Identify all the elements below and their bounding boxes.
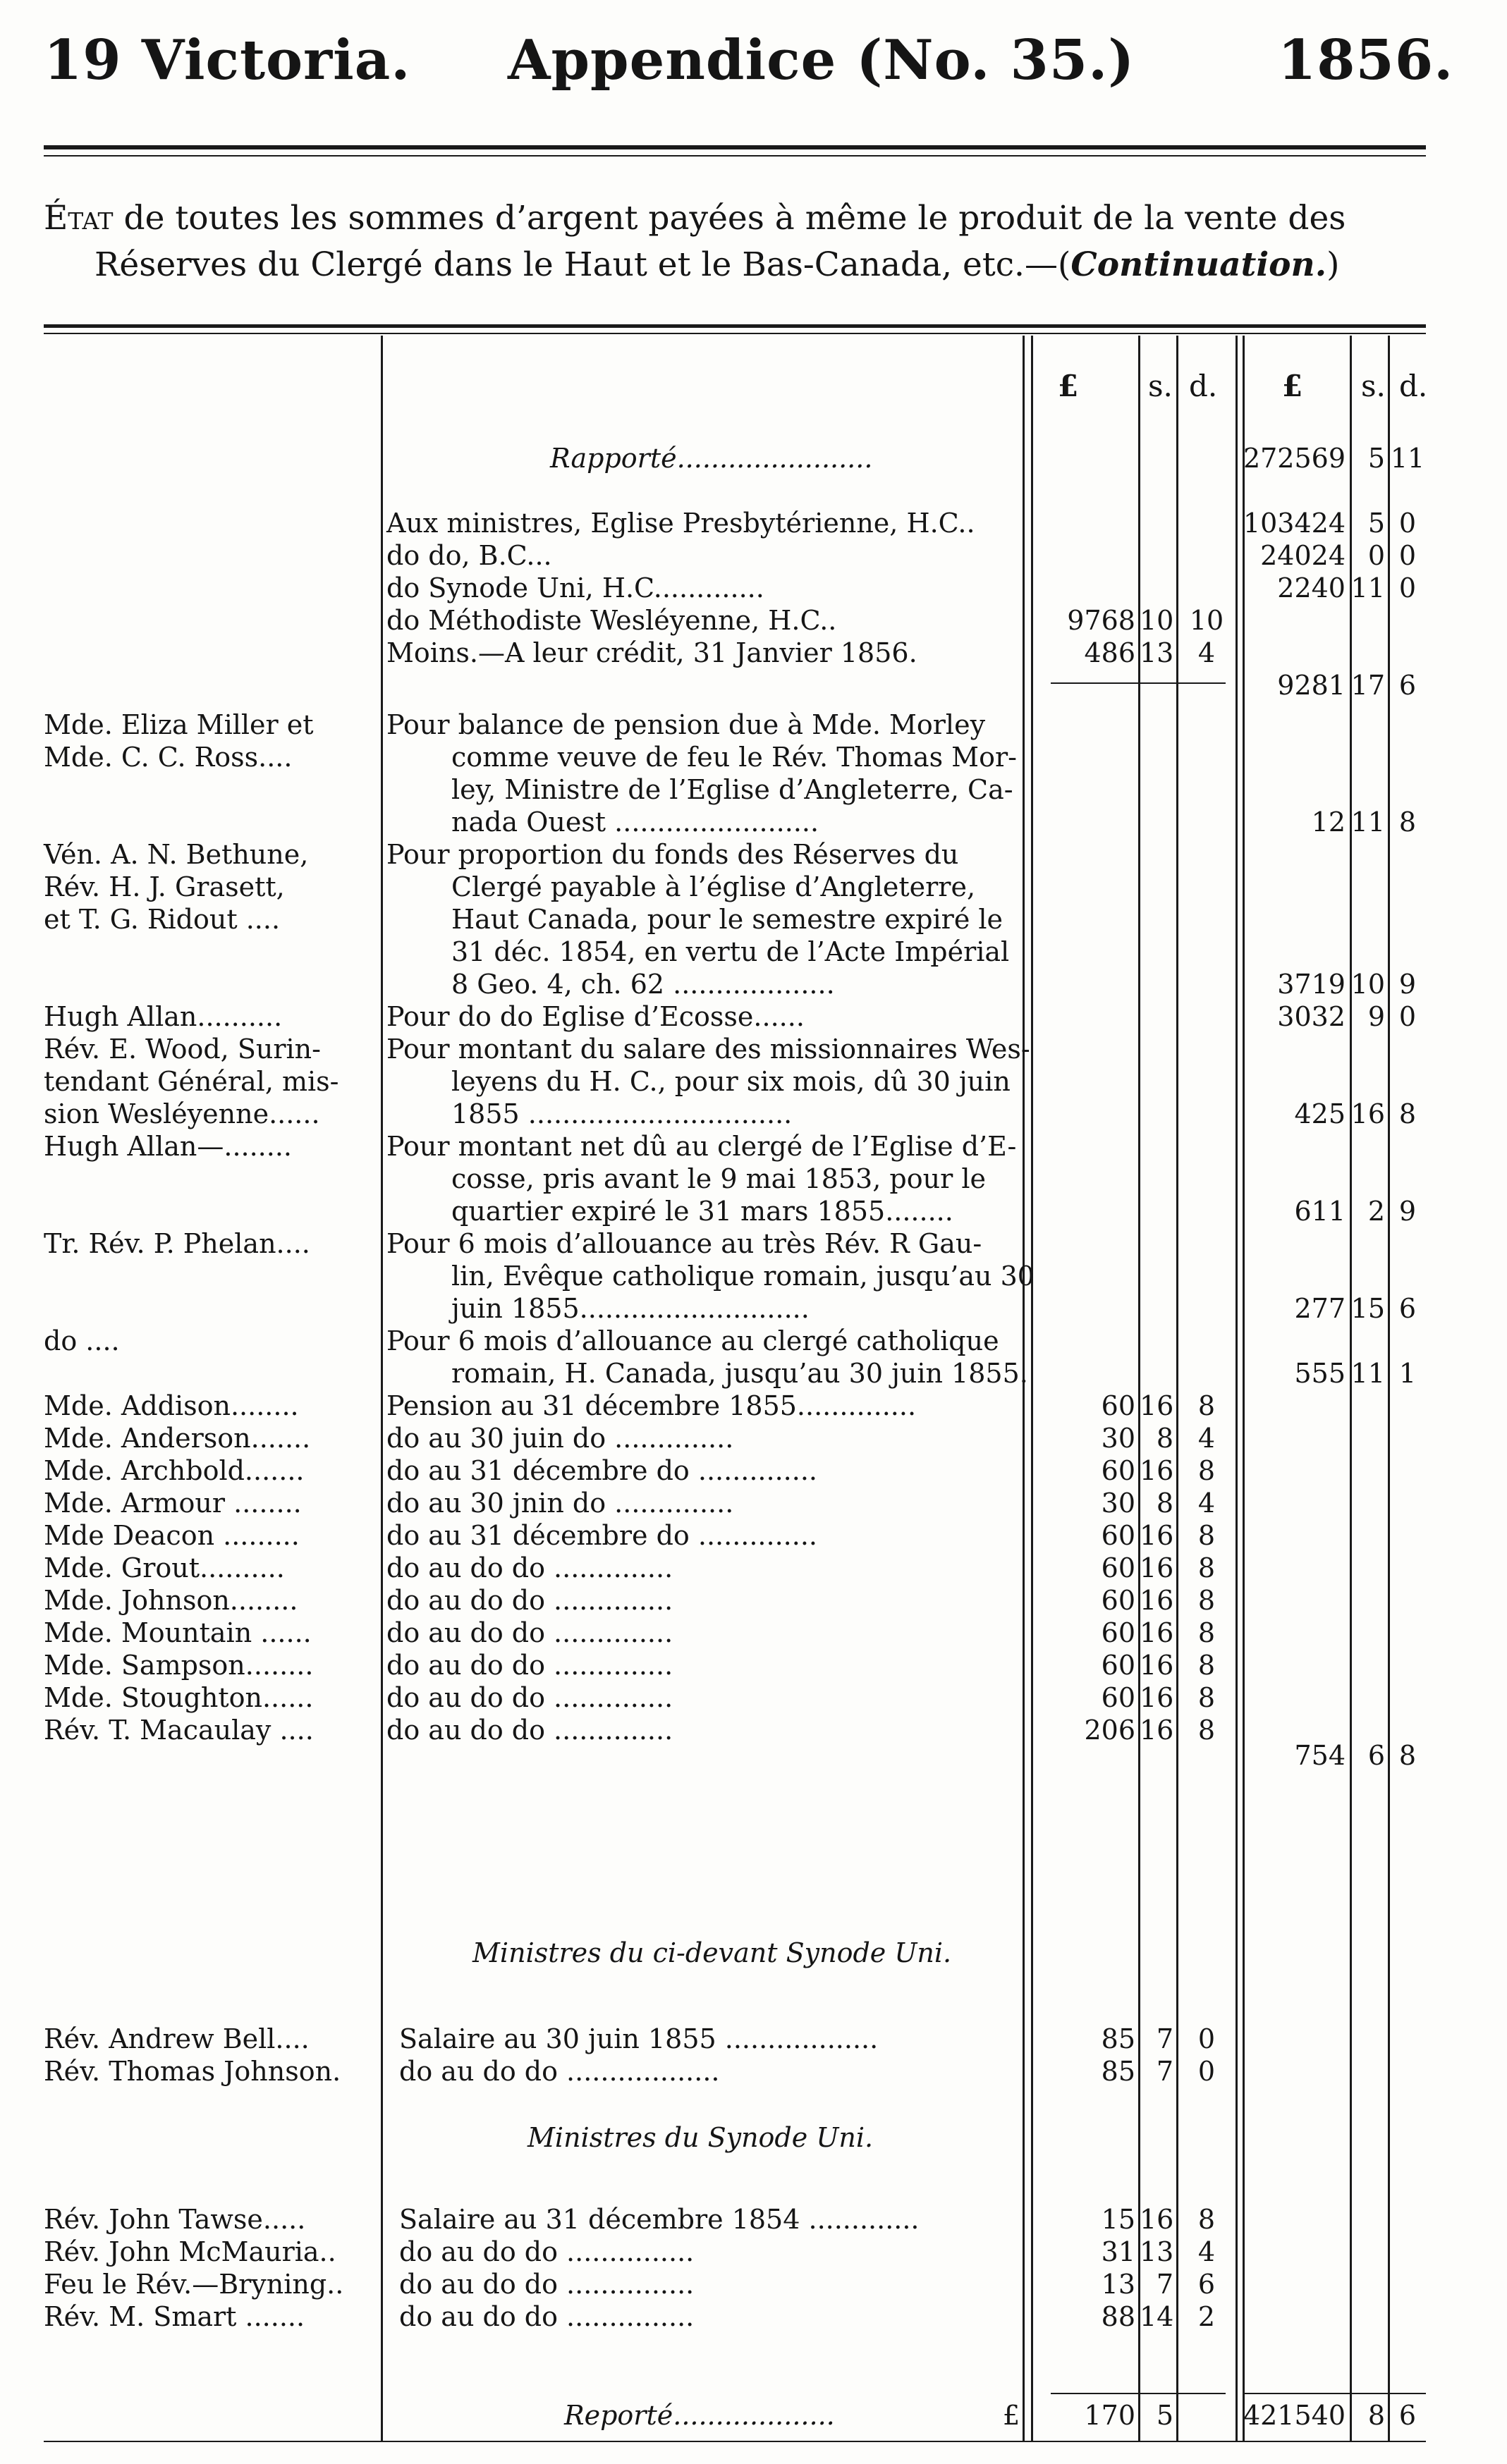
col-shillings: s. [1148,369,1173,403]
amount-pounds: 13 [1101,2269,1135,2300]
amount-pence: 0 [1197,2023,1216,2054]
amount-pounds: 60 [1101,1585,1135,1616]
synode-row [0,2300,1507,2334]
minister-row [0,506,1507,540]
amount-shillings: 16 [1140,1650,1174,1681]
amount-pounds: 15 [1101,2204,1135,2235]
entry-amount [0,1292,1507,1325]
amount-shillings-2: 0 [1367,540,1385,571]
amount-pence: 8 [1197,1585,1216,1616]
header-left: 19 Victoria. [44,28,411,92]
reporte-currency: £ [1003,2400,1020,2431]
entry-description: quartier expiré le 31 mars 1855........ [451,1196,953,1227]
entry-description: Pour montant du salare des missionnaires Wes- [386,1034,1030,1065]
pension-description: do au do do .............. [386,1715,673,1746]
amount-pence: 8 [1197,1682,1216,1713]
col-pence-2: d. [1399,369,1428,403]
amount-shillings: 16 [1140,1715,1174,1746]
amount-pounds: 30 [1101,1488,1135,1519]
pension-description: do au 31 décembre do .............. [386,1455,817,1486]
entry-description: 8 Geo. 4, ch. 62 ................... [451,969,835,1000]
amount-shillings: 8 [1156,1488,1173,1519]
pension-row [0,1519,1507,1552]
amount-pounds: 85 [1101,2023,1135,2054]
synode-description: do au do do ............... [399,2269,695,2300]
amount-pence-2: 8 [1398,1740,1417,1771]
pension-row [0,1681,1507,1715]
entry-description: ley, Ministre de l’Eglise d’Angleterre, Ca- [451,774,1013,805]
entry-amount [0,1097,1507,1131]
amount-shillings: 13 [1140,637,1174,668]
entry-description: Pour 6 mois d’allouance au très Rév. R Gau- [386,1228,982,1259]
payee-name: Rév. E. Wood, Surin- [44,1034,321,1065]
entry-description-line [0,1324,1507,1358]
ci-devant-description: Salaire au 30 juin 1855 .................. [399,2023,879,2054]
amount-shillings-2: 6 [1367,1740,1385,1771]
entry-description-line [0,902,1507,936]
pension-payee: Mde. Grout.......... [44,1552,285,1583]
amount-pence: 8 [1197,2204,1216,2235]
amount-pence-2: 1 [1398,1358,1417,1389]
amount-pence-2: 8 [1398,807,1417,838]
rapporte-label: Rapporté....................... [550,443,873,474]
amount-pounds: 60 [1101,1390,1135,1421]
minister-row [0,603,1507,637]
amount-pence: 8 [1197,1715,1216,1746]
entry-description: 31 déc. 1854, en vertu de l’Acte Impérial [451,936,1010,967]
reporte-shillings-1: 5 [1156,2400,1173,2431]
amount-shillings: 7 [1156,2269,1173,2300]
pension-payee: Mde. Sampson........ [44,1650,314,1681]
ci-devant-row [0,2022,1507,2056]
entry-amount [0,1356,1507,1390]
synode-row [0,2202,1507,2236]
amount-pence: 8 [1197,1455,1216,1486]
reporte-leaders: ................... [673,2400,835,2431]
payee-name: do .... [44,1325,120,1356]
minister-row [0,636,1507,670]
col-pounds: £ [1058,369,1079,403]
amount-pence-2: 9 [1398,969,1417,1000]
amount-pounds-2: 555 [1294,1358,1346,1389]
column-header-row [0,369,1507,403]
amount-pence-2: 0 [1398,508,1417,539]
amount-pounds: 85 [1101,2056,1135,2087]
amount-shillings: 10 [1140,605,1174,636]
pension-description: do au do do .............. [386,1552,673,1583]
synode-payee: Feu le Rév.—Bryning.. [44,2269,344,2300]
pension-row [0,1421,1507,1455]
header-right: 1856. [1278,28,1454,92]
amount-pounds: 60 [1101,1682,1135,1713]
entry-description-line [0,1259,1507,1293]
rapporte-pence: 11 [1390,443,1425,474]
synode-payee: Rév. M. Smart ....... [44,2301,305,2332]
amount-pence: 2 [1197,2301,1216,2332]
entry-description: Pour proportion du fonds des Réserves du [386,839,959,870]
amount-shillings: 16 [1140,1390,1174,1421]
caption-close: ) [1326,245,1340,284]
pension-row [0,1486,1507,1520]
amount-pence: 4 [1197,2236,1216,2267]
amount-shillings-2: 16 [1350,1098,1385,1129]
synode-payee: Rév. John Tawse..... [44,2204,306,2235]
payee-name: Mde. C. C. Ross.... [44,742,293,773]
pension-payee: Mde. Mountain ...... [44,1617,312,1648]
table-bottom-rule [44,2441,1426,2442]
amount-shillings: 7 [1156,2056,1173,2087]
entry-description-line [0,1227,1507,1261]
pension-payee: Mde. Stoughton...... [44,1682,314,1713]
pension-row [0,1583,1507,1617]
entry-amount [0,1194,1507,1228]
reporte-label: Reporté................... [564,2400,835,2431]
amount-shillings: 16 [1140,1520,1174,1551]
entry-description-line [0,935,1507,969]
amount-pence: 8 [1197,1390,1216,1421]
minister-description: Aux ministres, Eglise Presbytérienne, H.C.. [386,508,975,539]
pension-description: do au do do .............. [386,1682,673,1713]
minister-description: do Méthodiste Wesléyenne, H.C.. [386,605,837,636]
amount-pence: 8 [1197,1617,1216,1648]
amount-shillings: 16 [1140,1682,1174,1713]
section-synode-heading: Ministres du Synode Uni. [527,2122,874,2153]
pension-payee: Mde. Anderson....... [44,1423,311,1454]
header-rule-thick [44,145,1426,149]
amount-pounds: 60 [1101,1520,1135,1551]
amount-shillings-2: 9 [1367,1001,1385,1032]
table-top-rule-thin [44,333,1426,334]
amount-pounds: 9768 [1067,605,1135,636]
ci-devant-row [0,2054,1507,2088]
amount-shillings: 8 [1156,1423,1173,1454]
caption-line2-text: Réserves du Clergé dans le Haut et le Bas-Canada, etc.—( [94,245,1071,284]
amount-pounds-2: 3032 [1277,1001,1346,1032]
pension-payee: Mde Deacon ......... [44,1520,300,1551]
amount-shillings: 14 [1140,2301,1174,2332]
synode-description: Salaire au 31 décembre 1854 ............. [399,2204,920,2235]
pensions-total-row [0,1739,1507,1772]
entry-description-line [0,1032,1507,1066]
amount-pounds-2: 3719 [1277,969,1346,1000]
amount-pounds-2: 611 [1294,1196,1346,1227]
header-center: Appendice (No. 35.) [508,28,1135,92]
entry-description: romain, H. Canada, jusqu’au 30 juin 1855. [451,1358,1028,1389]
payee-name: sion Wesléyenne...... [44,1098,320,1129]
entry-description: leyens du H. C., pour six mois, dû 30 juin [451,1066,1011,1097]
payee-name: Mde. Eliza Miller et [44,709,314,740]
amount-pounds: 60 [1101,1455,1135,1486]
pension-row [0,1648,1507,1682]
caption-continuation: Continuation. [1070,245,1327,284]
table-top-rule-thick [44,324,1426,328]
amount-shillings: 13 [1140,2236,1174,2267]
minister-description: do do, B.C... [386,540,552,571]
entry-description: Clergé payable à l’église d’Angleterre, [451,871,976,902]
amount-pounds-2: 103424 [1243,508,1346,539]
synode-payee: Rév. John McMauria.. [44,2236,336,2267]
amount-shillings-2: 2 [1367,1196,1385,1227]
reporte-pence-2: 6 [1398,2400,1417,2431]
amount-pounds: 486 [1084,637,1135,668]
caption-line1-text: de toutes les sommes d’argent payées à même le produit de la vente des [123,199,1346,238]
amount-pounds-2: 754 [1294,1740,1346,1771]
amount-pounds-2: 24024 [1260,540,1346,571]
synode-row [0,2235,1507,2269]
entry-description-line [0,1162,1507,1196]
payee-name: Rév. H. J. Grasett, [44,871,285,902]
amount-pounds: 60 [1101,1650,1135,1681]
amount-pence-2: 6 [1398,1293,1417,1324]
amount-pounds: 30 [1101,1423,1135,1454]
entry-description-line [0,1129,1507,1163]
minister-row [0,539,1507,572]
synode-row [0,2267,1507,2301]
amount-pounds: 60 [1101,1617,1135,1648]
caption-line-2 [94,245,1339,284]
amount-pounds: 206 [1084,1715,1135,1746]
rapporte-leaders: ....................... [676,443,873,474]
minister-description: Moins.—A leur crédit, 31 Janvier 1856. [386,637,917,668]
amount-pence: 4 [1197,1488,1216,1519]
payee-name: tendant Général, mis- [44,1066,339,1097]
amount-shillings: 16 [1140,1455,1174,1486]
amount-pence: 6 [1197,2269,1216,2300]
ci-devant-payee: Rév. Andrew Bell.... [44,2023,310,2054]
entry-description: Pour 6 mois d’allouance au clergé catholique [386,1325,999,1356]
caption-lead: État [44,199,114,238]
amount-shillings-2: 5 [1367,508,1385,539]
amount-shillings: 7 [1156,2023,1173,2054]
ci-devant-payee: Rév. Thomas Johnson. [44,2056,341,2087]
entry-description-line [0,1065,1507,1098]
caption-line-1 [44,199,1346,238]
pension-payee: Rév. T. Macaulay .... [44,1715,314,1746]
amount-pence-2: 0 [1398,1001,1417,1032]
rapporte-pounds: 272569 [1243,443,1346,474]
pension-description: do au 30 juin do .............. [386,1423,734,1454]
amount-shillings: 16 [1140,1585,1174,1616]
pension-row [0,1454,1507,1488]
amount-pence: 0 [1197,2056,1216,2087]
amount-pence-2: 0 [1398,572,1417,603]
payee-name: Vén. A. N. Bethune, [44,839,309,870]
ci-devant-description: do au do do .................. [399,2056,720,2087]
entry-description-line [0,708,1507,742]
amount-shillings-2: 11 [1350,1358,1385,1389]
col-shillings-2: s. [1361,369,1386,403]
amount-pounds: 31 [1101,2236,1135,2267]
amount-shillings: 16 [1140,1617,1174,1648]
pension-description: do au do do .............. [386,1617,673,1648]
amount-pence: 4 [1197,637,1216,668]
rapporte-row [0,441,1507,475]
amount-pounds: 88 [1101,2301,1135,2332]
entry-description: Haut Canada, pour le semestre expiré le [451,904,1003,935]
entry-description-line [0,740,1507,774]
entry-amount [0,967,1507,1001]
section-ci-devant-heading: Ministres du ci-devant Synode Uni. [472,1937,952,1968]
payee-name: Hugh Allan.......... [44,1001,283,1032]
amount-shillings: 16 [1140,2204,1174,2235]
pension-payee: Mde. Addison........ [44,1390,299,1421]
col-pounds-2: £ [1282,369,1303,403]
payee-name: Hugh Allan—........ [44,1131,293,1162]
payee-name: et T. G. Ridout .... [44,904,281,935]
amount-shillings-2: 11 [1350,807,1385,838]
entry-description: Pour do do Eglise d’Ecosse...... [386,1001,805,1032]
pension-row [0,1389,1507,1423]
entry-description: Pour balance de pension due à Mde. Morley [386,709,986,740]
amount-pounds-2: 2240 [1277,572,1346,603]
entry-description: comme veuve de feu le Rév. Thomas Mor- [451,742,1017,773]
amount-pounds-2: 12 [1311,807,1346,838]
pension-row [0,1551,1507,1585]
amount-pence: 8 [1197,1520,1216,1551]
pension-payee: Mde. Archbold....... [44,1455,305,1486]
reporte-pounds-1: 170 [1084,2400,1135,2431]
bottom-rule-2 [1243,2393,1426,2394]
amount-pence: 4 [1197,1423,1216,1454]
amount-shillings-2: 11 [1350,572,1385,603]
ministers-subtotal-row [0,668,1507,702]
entry-description-line [0,870,1507,904]
minister-description: do Synode Uni, H.C............. [386,572,764,603]
amount-pence: 8 [1197,1552,1216,1583]
entry-description: 1855 ............................... [451,1098,793,1129]
header-rule-thin [44,155,1426,157]
entry-amount [0,1000,1507,1034]
rapporte-shillings: 5 [1367,443,1385,474]
payee-name: Tr. Rév. P. Phelan.... [44,1228,310,1259]
entry-description: Pour montant net dû au clergé de l’Eglise d’E- [386,1131,1017,1162]
amount-pounds-2: 425 [1294,1098,1346,1129]
entry-description: lin, Evêque catholique romain, jusqu’au 30 [451,1261,1035,1292]
amount-shillings-2: 10 [1350,969,1385,1000]
pension-row [0,1616,1507,1650]
pension-description: Pension au 31 décembre 1855.............. [386,1390,917,1421]
reporte-row [0,2398,1507,2432]
reporte-pounds-2: 421540 [1243,2400,1346,2431]
pension-description: do au 30 jnin do .............. [386,1488,734,1519]
amount-shillings-2: 15 [1350,1293,1385,1324]
amount-pounds: 60 [1101,1552,1135,1583]
pension-description: do au do do .............. [386,1585,673,1616]
ministers-subtotal-shillings: 17 [1350,670,1385,701]
entry-description: juin 1855........................... [451,1293,810,1324]
pension-payee: Mde. Armour ........ [44,1488,302,1519]
entry-description-line [0,838,1507,871]
ministers-subtotal-pounds: 9281 [1277,670,1346,701]
col-pence: d. [1189,369,1218,403]
entry-description: nada Ouest ........................ [451,807,819,838]
amount-pence: 10 [1189,605,1224,636]
amount-pence-2: 9 [1398,1196,1417,1227]
synode-description: do au do do ............... [399,2301,695,2332]
entry-description: cosse, pris avant le 9 mai 1853, pour le [451,1163,986,1194]
ministers-subtotal-pence: 6 [1398,670,1417,701]
amount-pence: 8 [1197,1650,1216,1681]
amount-pounds-2: 277 [1294,1293,1346,1324]
entry-amount [0,805,1507,839]
pension-payee: Mde. Johnson........ [44,1585,298,1616]
amount-pence-2: 8 [1398,1098,1417,1129]
entry-description-line [0,773,1507,807]
synode-description: do au do do ............... [399,2236,695,2267]
pension-description: do au do do .............. [386,1650,673,1681]
minister-row [0,571,1507,605]
reporte-shillings-2: 8 [1367,2400,1385,2431]
pension-description: do au 31 décembre do .............. [386,1520,817,1551]
amount-pence-2: 0 [1398,540,1417,571]
amount-shillings: 16 [1140,1552,1174,1583]
